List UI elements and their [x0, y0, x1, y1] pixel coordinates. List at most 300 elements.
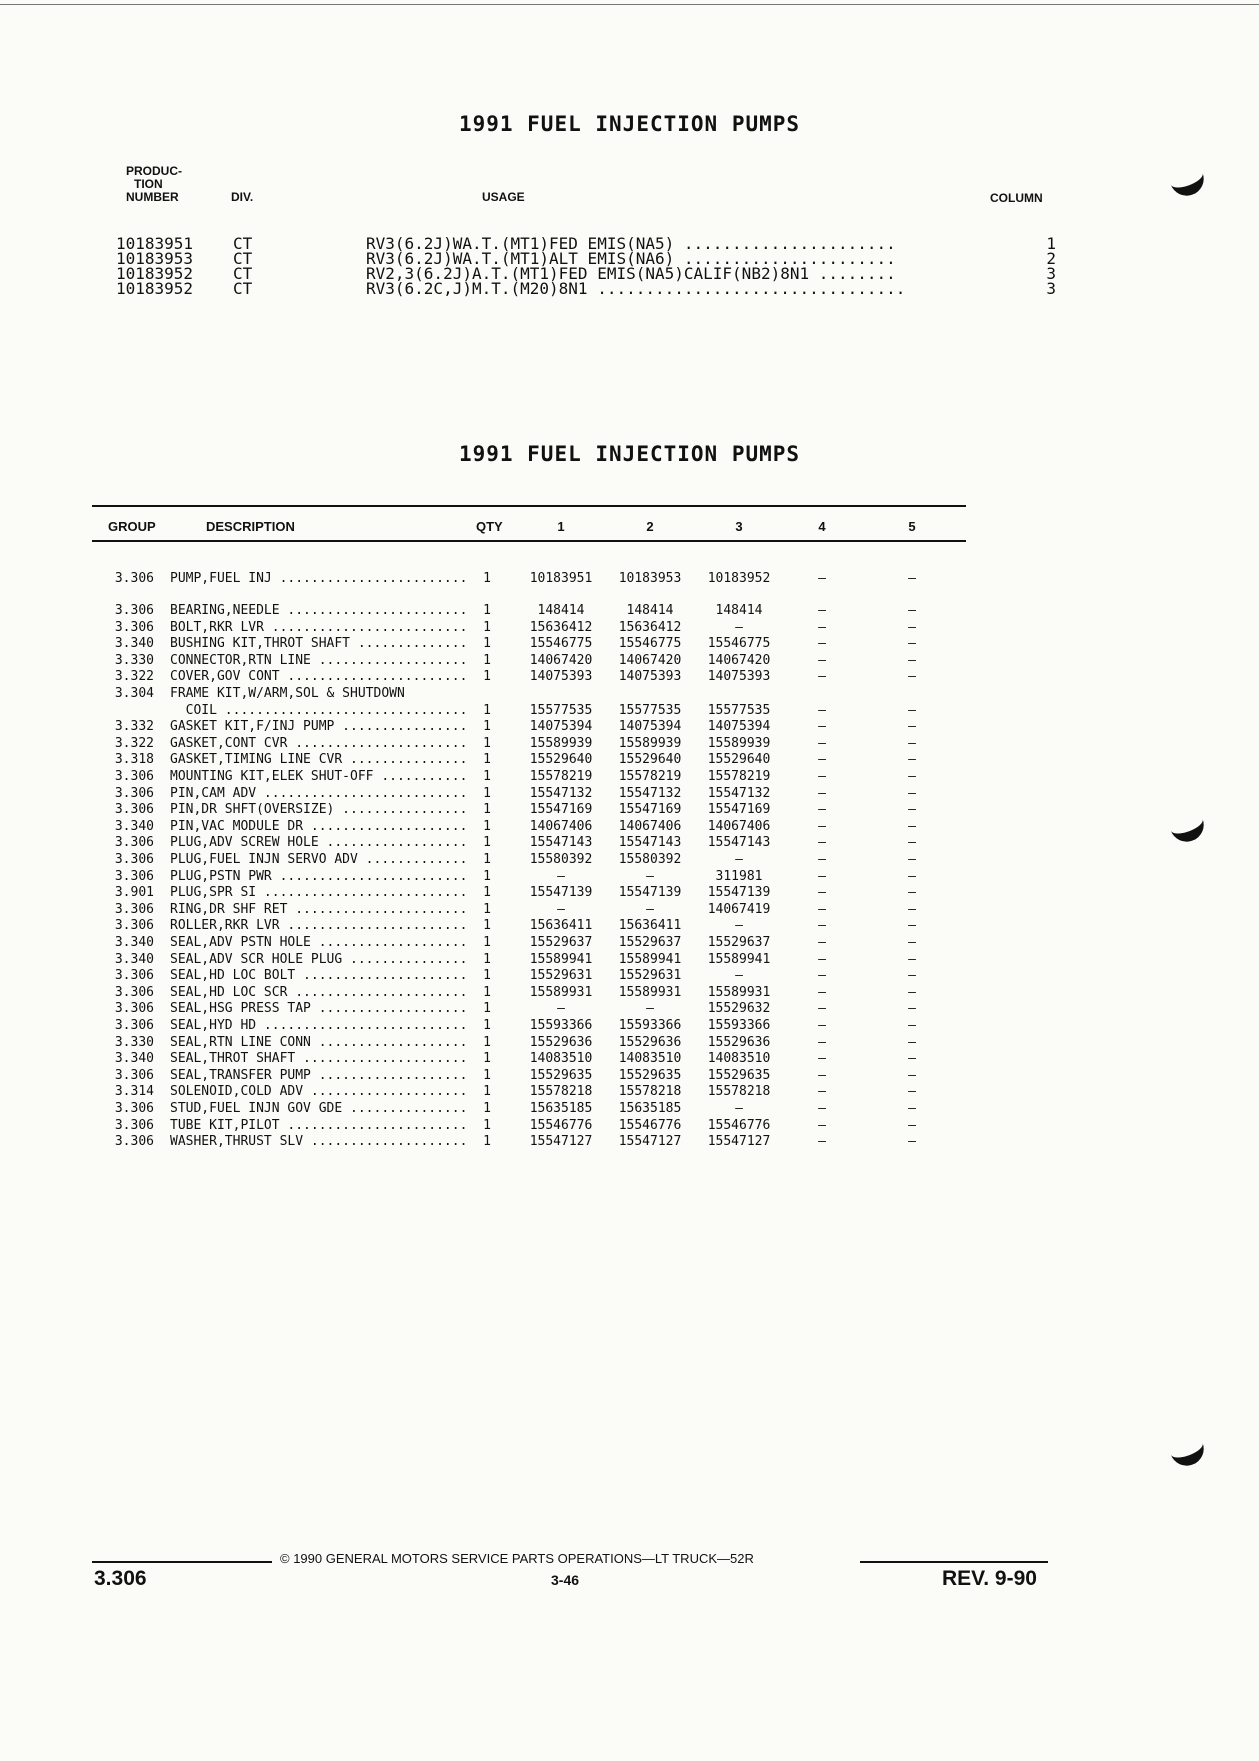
top-border — [0, 4, 1259, 5]
qty-cell: 1 — [483, 1084, 491, 1100]
col-4-cell: — — [818, 702, 826, 718]
qty-cell: 1 — [483, 1067, 491, 1083]
col-2-cell: 15529635 — [618, 1067, 682, 1083]
col-3-cell: 14067420 — [707, 652, 771, 668]
col-5-cell: — — [908, 818, 916, 834]
col-3-cell: 311981 — [715, 868, 763, 884]
group-cell: 3.306 — [114, 1117, 154, 1133]
col-3-cell: 15577535 — [707, 702, 771, 718]
col-4-cell: — — [818, 669, 826, 685]
col-4-cell: — — [818, 719, 826, 735]
column-header: COLUMN — [990, 191, 1043, 205]
description-header: DESCRIPTION — [206, 519, 295, 534]
col-1-cell: 15580392 — [529, 852, 593, 867]
production-number: 10183952 — [116, 264, 194, 283]
col-5-cell: — — [908, 835, 916, 851]
group-cell: 3.306 — [114, 785, 154, 801]
footer-group-ref: 3.306 — [94, 1567, 147, 1590]
group-cell: 3.306 — [114, 1018, 154, 1033]
col-3-cell: 14067406 — [707, 818, 771, 834]
group-cell: 3.340 — [114, 1051, 154, 1067]
group-cell: 3.322 — [114, 735, 154, 751]
col-3-cell: 14075394 — [707, 719, 771, 735]
col-1-cell: 15546776 — [529, 1117, 593, 1133]
col-4-cell: — — [818, 1101, 826, 1116]
qty-cell: 1 — [483, 1034, 491, 1050]
col-2-cell: 15580392 — [618, 852, 682, 867]
group-cell: 3.318 — [114, 752, 154, 768]
col-3-cell: 10183952 — [707, 571, 771, 586]
description-cell: BOLT,RKR LVR ......................... — [170, 619, 468, 635]
col-4-cell: — — [818, 1117, 826, 1133]
col-5-cell: — — [908, 769, 916, 784]
col-2-header: 2 — [646, 519, 654, 534]
description-cell: SEAL,THROT SHAFT ..................... — [170, 1051, 468, 1067]
col-4-cell: — — [818, 571, 826, 586]
qty-cell: 1 — [483, 885, 491, 901]
binder-hole-mark-bottom — [1162, 1418, 1209, 1471]
qty-cell: 1 — [483, 785, 491, 801]
group-cell: 3.306 — [114, 852, 154, 867]
qty-cell: 1 — [483, 702, 491, 718]
col-2-cell: 15529636 — [618, 1034, 682, 1050]
col-2-cell: 15636412 — [618, 619, 682, 635]
col-1-cell: 15529636 — [529, 1034, 593, 1050]
page-number: 3-46 — [551, 1572, 580, 1588]
qty-cell: 1 — [483, 1001, 491, 1017]
col-5-cell: — — [908, 852, 916, 867]
qty-cell: 1 — [483, 835, 491, 851]
col-5-cell: — — [908, 1018, 916, 1033]
col-5-cell: — — [908, 1067, 916, 1083]
col-1-cell: 15589939 — [529, 735, 593, 751]
table-row — [0, 1018, 1259, 1033]
description-cell: SEAL,HD LOC SCR ...................... — [170, 984, 468, 1000]
col-1-cell: 15577535 — [529, 702, 593, 718]
col-5-header: 5 — [908, 519, 916, 534]
col-5-cell: — — [908, 868, 916, 884]
table-row — [0, 869, 1259, 884]
production-number: 10183953 — [116, 249, 194, 268]
col-5-cell: — — [908, 571, 916, 586]
description-cell: PLUG,ADV SCREW HOLE .................. — [170, 835, 468, 851]
col-4-cell: — — [818, 769, 826, 784]
qty-cell: 1 — [483, 901, 491, 917]
col-1-cell: 15529635 — [529, 1067, 593, 1083]
col-1-cell: 10183951 — [529, 571, 593, 586]
col-1-cell: 15547127 — [529, 1134, 593, 1150]
table-row — [0, 769, 1259, 784]
table-row — [0, 852, 1259, 867]
col-5-cell: — — [908, 785, 916, 801]
group-cell: 3.306 — [114, 571, 154, 586]
col-3-cell: 15546776 — [707, 1117, 771, 1133]
qty-cell: 1 — [483, 818, 491, 834]
col-5-cell: — — [908, 1084, 916, 1100]
col-3-cell: 14067419 — [707, 901, 771, 917]
footer-rule-left — [92, 1561, 272, 1563]
col-5-cell: — — [908, 752, 916, 768]
group-header: GROUP — [108, 519, 156, 534]
description-cell: PIN,DR SHFT(OVERSIZE) ................ — [170, 802, 468, 818]
col-3-cell: 15546775 — [707, 636, 771, 652]
col-2-cell: 15589939 — [618, 735, 682, 751]
description-cell: SEAL,HYD HD .......................... — [170, 1018, 468, 1033]
description-cell: PLUG,FUEL INJN SERVO ADV ............. — [170, 852, 468, 867]
description-cell: GASKET KIT,F/INJ PUMP ................ — [170, 719, 468, 735]
col-3-cell: 15589941 — [707, 951, 771, 967]
col-5-cell: — — [908, 702, 916, 718]
col-1-header: 1 — [557, 519, 565, 534]
column-ref: 2 — [1046, 249, 1056, 268]
col-5-cell: — — [908, 669, 916, 685]
col-3-cell: 15529635 — [707, 1067, 771, 1083]
col-3-cell: 15529637 — [707, 935, 771, 950]
col-5-cell: — — [908, 802, 916, 818]
col-2-cell: 15546775 — [618, 636, 682, 652]
col-5-cell: — — [908, 984, 916, 1000]
col-2-cell: 15529640 — [618, 752, 682, 768]
col-2-cell: 15593366 — [618, 1018, 682, 1033]
col-3-cell: 15547143 — [707, 835, 771, 851]
group-cell: 3.314 — [114, 1084, 154, 1100]
group-cell: 3.306 — [114, 901, 154, 917]
col-4-cell: — — [818, 619, 826, 635]
qty-cell: 1 — [483, 719, 491, 735]
group-cell: 3.306 — [114, 835, 154, 851]
group-cell: 3.332 — [114, 719, 154, 735]
col-2-cell: 15547127 — [618, 1134, 682, 1150]
description-cell: SEAL,RTN LINE CONN ................... — [170, 1034, 468, 1050]
division: CT — [233, 234, 253, 253]
column-ref: 3 — [1046, 264, 1056, 283]
production-number: 10183951 — [116, 234, 194, 253]
col-5-cell: — — [908, 918, 916, 934]
production-number-header — [126, 165, 182, 204]
description-cell: SEAL,ADV PSTN HOLE ................... — [170, 935, 468, 950]
col-2-cell: — — [646, 868, 654, 884]
table-row — [0, 752, 1259, 767]
group-cell: 3.330 — [114, 652, 154, 668]
col-2-cell: 15546776 — [618, 1117, 682, 1133]
col-1-cell: — — [557, 901, 565, 917]
col-2-cell: 14067406 — [618, 818, 682, 834]
col-2-cell: 15589941 — [618, 951, 682, 967]
table-row — [0, 819, 1259, 834]
qty-cell: 1 — [483, 1051, 491, 1067]
qty-cell: 1 — [483, 968, 491, 984]
description-cell: SEAL,HSG PRESS TAP ................... — [170, 1001, 468, 1017]
table-row — [0, 1134, 1259, 1149]
table-row — [0, 1035, 1259, 1050]
qty-cell: 1 — [483, 1018, 491, 1033]
description-cell: FRAME KIT,W/ARM,SOL & SHUTDOWN — [170, 686, 405, 701]
col-5-cell: — — [908, 885, 916, 901]
group-cell: 3.901 — [114, 885, 154, 901]
col-4-cell: — — [818, 968, 826, 984]
qty-cell: 1 — [483, 652, 491, 668]
col-1-cell: 15547132 — [529, 785, 593, 801]
col-2-cell: 15635185 — [618, 1101, 682, 1116]
col-4-cell: — — [818, 785, 826, 801]
production-header-line-1: PRODUC- — [126, 164, 182, 178]
table-row — [0, 985, 1259, 1000]
usage-text: RV3(6.2C,J)M.T.(M20)8N1 ................................ — [366, 281, 906, 297]
group-cell: 3.322 — [114, 669, 154, 685]
col-2-cell: 15547169 — [618, 802, 682, 818]
copyright-line: © 1990 GENERAL MOTORS SERVICE PARTS OPERATIONS—LT TRUCK—52R — [280, 1551, 754, 1566]
description-cell: TUBE KIT,PILOT ....................... — [170, 1117, 468, 1133]
table-row — [0, 835, 1259, 850]
description-cell: GASKET,TIMING LINE CVR ............... — [170, 752, 468, 768]
group-cell: 3.306 — [114, 802, 154, 818]
revision-label: REV. 9-90 — [942, 1567, 1037, 1590]
group-cell: 3.340 — [114, 951, 154, 967]
qty-cell: 1 — [483, 571, 491, 586]
group-cell: 3.306 — [114, 1001, 154, 1017]
col-1-cell: 15578219 — [529, 769, 593, 784]
col-3-cell: — — [735, 918, 743, 934]
column-ref: 3 — [1046, 279, 1056, 298]
col-4-cell: — — [818, 1018, 826, 1033]
col-5-cell: — — [908, 951, 916, 967]
col-4-cell: — — [818, 1001, 826, 1017]
col-3-cell: — — [735, 852, 743, 867]
col-5-cell: — — [908, 1051, 916, 1067]
col-1-cell: 14075394 — [529, 719, 593, 735]
table-header-rule — [92, 540, 966, 542]
qty-cell: 1 — [483, 669, 491, 685]
col-4-cell: — — [818, 603, 826, 618]
qty-cell: 1 — [483, 1117, 491, 1133]
group-cell: 3.306 — [114, 1067, 154, 1083]
col-5-cell: — — [908, 1001, 916, 1017]
group-cell: 3.306 — [114, 619, 154, 635]
col-4-cell: — — [818, 1067, 826, 1083]
col-1-cell: 15578218 — [529, 1084, 593, 1100]
col-3-cell: 15589931 — [707, 984, 771, 1000]
table-row — [0, 902, 1259, 917]
description-cell: COVER,GOV CONT ....................... — [170, 669, 468, 685]
col-1-cell: 15529640 — [529, 752, 593, 768]
group-cell: 3.330 — [114, 1034, 154, 1050]
col-4-cell: — — [818, 918, 826, 934]
col-4-cell: — — [818, 935, 826, 950]
col-4-cell: — — [818, 652, 826, 668]
col-3-cell: 15547132 — [707, 785, 771, 801]
qty-cell: 1 — [483, 619, 491, 635]
table-row — [0, 968, 1259, 983]
description-cell: RING,DR SHF RET ...................... — [170, 901, 468, 917]
col-3-cell: — — [735, 968, 743, 984]
col-2-cell: 15529631 — [618, 968, 682, 984]
description-cell: COIL ............................... — [170, 702, 468, 718]
description-cell: PUMP,FUEL INJ ........................ — [170, 571, 468, 586]
table-row — [0, 703, 1259, 718]
col-3-cell: 15529640 — [707, 752, 771, 768]
group-cell: 3.306 — [114, 769, 154, 784]
table-row — [0, 736, 1259, 751]
description-cell: STUD,FUEL INJN GOV GDE ............... — [170, 1101, 468, 1116]
col-3-cell: 15529636 — [707, 1034, 771, 1050]
col-1-cell: 15593366 — [529, 1018, 593, 1033]
col-4-cell: — — [818, 835, 826, 851]
col-1-cell: 15589931 — [529, 984, 593, 1000]
col-5-cell: — — [908, 901, 916, 917]
table-row — [0, 802, 1259, 817]
col-2-cell: 15547139 — [618, 885, 682, 901]
group-cell: 3.340 — [114, 636, 154, 652]
qty-cell: 1 — [483, 636, 491, 652]
col-1-cell: 15547139 — [529, 885, 593, 901]
col-2-cell: 14083510 — [618, 1051, 682, 1067]
group-cell: 3.306 — [114, 984, 154, 1000]
table-row — [0, 885, 1259, 900]
col-2-cell: 10183953 — [618, 571, 682, 586]
table-row — [0, 918, 1259, 933]
qty-cell: 1 — [483, 1134, 491, 1150]
col-2-cell: 15529637 — [618, 935, 682, 950]
usage-section-title: 1991 FUEL INJECTION PUMPS — [458, 112, 801, 136]
col-2-cell: 15578219 — [618, 769, 682, 784]
col-3-cell: 15547139 — [707, 885, 771, 901]
col-1-cell: 15636412 — [529, 619, 593, 635]
table-top-rule — [92, 505, 966, 507]
col-5-cell: — — [908, 1101, 916, 1116]
division: CT — [233, 249, 253, 268]
col-2-cell: 15577535 — [618, 702, 682, 718]
col-3-header: 3 — [735, 519, 743, 534]
table-row — [0, 636, 1259, 651]
description-cell: SEAL,HD LOC BOLT ..................... — [170, 968, 468, 984]
qty-cell: 1 — [483, 852, 491, 867]
col-5-cell: — — [908, 1134, 916, 1150]
description-cell: PLUG,PSTN PWR ........................ — [170, 868, 468, 884]
group-cell: 3.306 — [114, 918, 154, 934]
binder-hole-mark-top — [1162, 148, 1209, 201]
table-row — [0, 935, 1259, 950]
col-3-cell: — — [735, 1101, 743, 1116]
col-5-cell: — — [908, 1117, 916, 1133]
table-row — [0, 1051, 1259, 1066]
col-4-cell: — — [818, 901, 826, 917]
col-4-cell: — — [818, 951, 826, 967]
division: CT — [233, 279, 253, 298]
col-5-cell: — — [908, 968, 916, 984]
production-number: 10183952 — [116, 279, 194, 298]
col-3-cell: 15578219 — [707, 769, 771, 784]
qty-cell: 1 — [483, 1101, 491, 1116]
col-4-cell: — — [818, 868, 826, 884]
col-1-cell: 15589941 — [529, 951, 593, 967]
qty-cell: 1 — [483, 935, 491, 950]
group-cell: 3.340 — [114, 935, 154, 950]
col-3-cell: 14075393 — [707, 669, 771, 685]
col-4-cell: — — [818, 735, 826, 751]
usage-header: USAGE — [482, 190, 525, 204]
qty-cell: 1 — [483, 603, 491, 618]
group-cell: 3.306 — [114, 1101, 154, 1116]
production-header-line-3: NUMBER — [126, 190, 179, 204]
description-cell: SEAL,TRANSFER PUMP ................... — [170, 1067, 468, 1083]
group-cell: 3.306 — [114, 603, 154, 618]
col-3-cell: 15547169 — [707, 802, 771, 818]
group-cell: 3.306 — [114, 1134, 154, 1150]
col-1-cell: — — [557, 1001, 565, 1017]
description-cell: MOUNTING KIT,ELEK SHUT-OFF ........... — [170, 769, 468, 784]
col-4-cell: — — [818, 885, 826, 901]
description-cell: BEARING,NEEDLE ....................... — [170, 603, 468, 618]
col-3-cell: 15593366 — [707, 1018, 771, 1033]
col-1-cell: 14067420 — [529, 652, 593, 668]
group-cell: 3.304 — [114, 686, 154, 701]
qty-cell: 1 — [483, 769, 491, 784]
table-row — [0, 786, 1259, 801]
col-4-cell: — — [818, 984, 826, 1000]
col-1-cell: 15546775 — [529, 636, 593, 652]
usage-row — [0, 281, 1259, 297]
description-cell: SEAL,ADV SCR HOLE PLUG ............... — [170, 951, 468, 967]
description-cell: GASKET,CONT CVR ...................... — [170, 735, 468, 751]
col-2-cell: 14067420 — [618, 652, 682, 668]
production-header-line-2: TION — [134, 177, 163, 191]
col-3-cell: 15589939 — [707, 735, 771, 751]
table-row — [0, 1001, 1259, 1016]
col-4-cell: — — [818, 1084, 826, 1100]
col-3-cell: 15529632 — [707, 1001, 771, 1017]
col-1-cell: 14075393 — [529, 669, 593, 685]
col-2-cell: 15636411 — [618, 918, 682, 934]
col-4-cell: — — [818, 1051, 826, 1067]
col-5-cell: — — [908, 719, 916, 735]
col-2-cell: 14075394 — [618, 719, 682, 735]
table-row — [0, 719, 1259, 734]
table-row — [0, 1101, 1259, 1116]
table-row — [0, 620, 1259, 635]
description-cell: PIN,CAM ADV .......................... — [170, 785, 468, 801]
qty-cell: 1 — [483, 802, 491, 818]
col-5-cell: — — [908, 1034, 916, 1050]
col-1-cell: 14067406 — [529, 818, 593, 834]
group-cell: 3.306 — [114, 868, 154, 884]
col-3-cell: — — [735, 619, 743, 635]
group-cell: 3.340 — [114, 818, 154, 834]
col-1-cell: 15547169 — [529, 802, 593, 818]
group-cell: 3.306 — [114, 968, 154, 984]
col-5-cell: — — [908, 636, 916, 652]
division: CT — [233, 264, 253, 283]
col-1-cell: 15635185 — [529, 1101, 593, 1116]
qty-cell: 1 — [483, 984, 491, 1000]
col-5-cell: — — [908, 652, 916, 668]
col-1-cell: 15547143 — [529, 835, 593, 851]
col-2-cell: — — [646, 901, 654, 917]
col-2-cell: 15578218 — [618, 1084, 682, 1100]
col-2-cell: 148414 — [626, 603, 674, 618]
col-1-cell: 15529637 — [529, 935, 593, 950]
div-header: DIV. — [231, 190, 254, 204]
qty-cell: 1 — [483, 735, 491, 751]
col-4-cell: — — [818, 852, 826, 867]
col-2-cell: 14075393 — [618, 669, 682, 685]
col-3-cell: 15547127 — [707, 1134, 771, 1150]
col-3-cell: 14083510 — [707, 1051, 771, 1067]
description-cell: PIN,VAC MODULE DR .................... — [170, 818, 468, 834]
table-row — [0, 952, 1259, 967]
description-cell: CONNECTOR,RTN LINE ................... — [170, 652, 468, 668]
col-4-cell: — — [818, 1034, 826, 1050]
col-4-cell: — — [818, 818, 826, 834]
